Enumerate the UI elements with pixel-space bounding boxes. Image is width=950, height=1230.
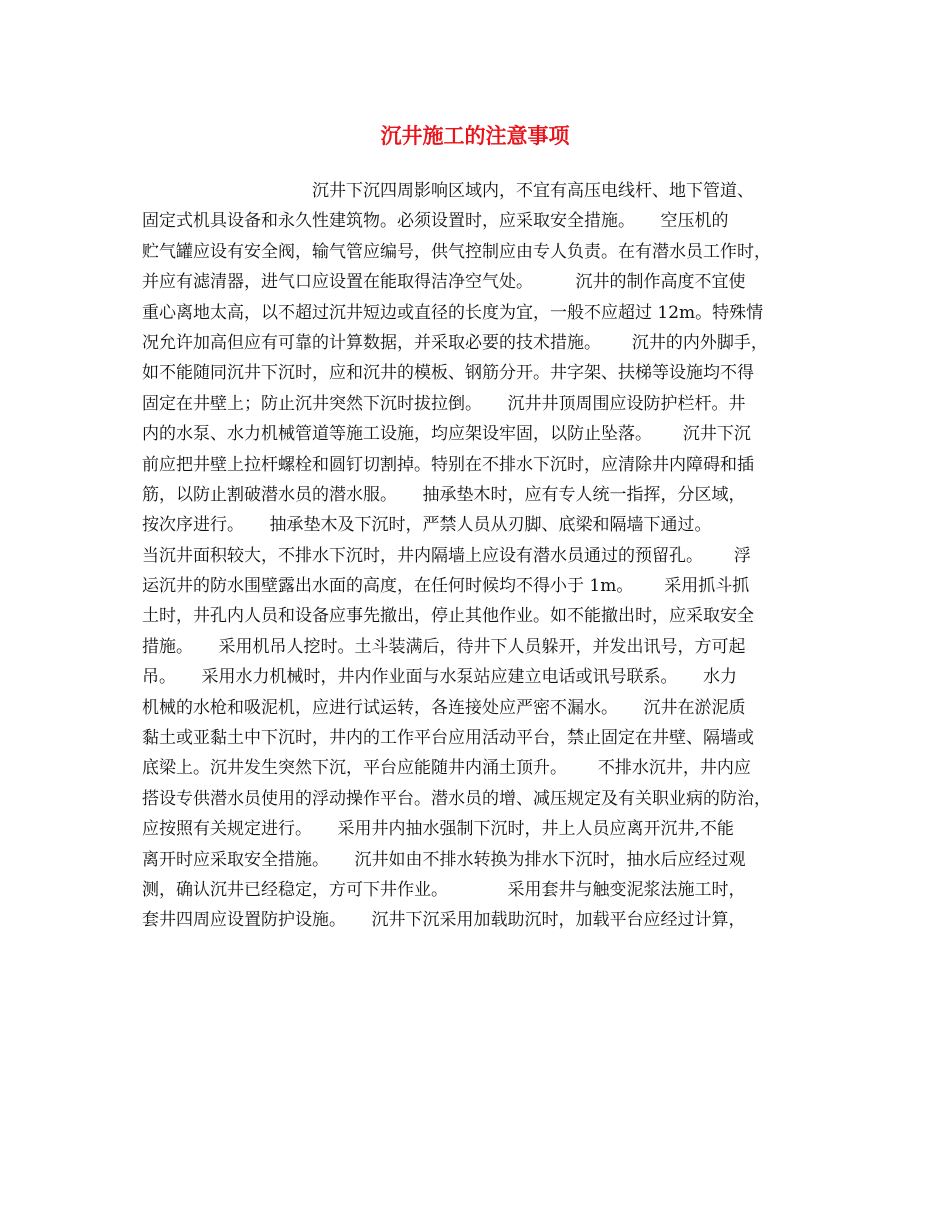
body-line: 固定式机具设备和永久性建筑物。必须设置时，应采取安全措施。 空压机的 [142,211,729,232]
body-line: 吊。 采用水力机械时，井内作业面与水泵站应建立电话或讯号联系。 水力 [142,667,737,688]
body-line: 筋，以防止割破潜水员的潜水服。 抽承垫木时，应有专人统一指挥，分区域， [142,484,746,505]
body-line: 套井四周应设置防护设施。 沉井下沉采用加载助沉时，加载平台应经过计算， [142,910,746,931]
body-line: 土时，井孔内人员和设备应事先撤出，停止其他作业。如不能撤出时，应采取安全 [142,606,754,627]
body-line: 应按照有关规定进行。 采用井内抽水强制下沉时，井上人员应离开沉井,不能 [142,819,734,840]
body-line: 如不能随同沉井下沉时，应和沉井的模板、钢筋分开。井字架、扶梯等设施均不得 [142,363,754,384]
body-line: 运沉井的防水围壁露出水面的高度，在任何时候均不得小于 1m。 采用抓斗抓 [142,576,750,597]
body-line: 沉井下沉四周影响区域内，不宜有高压电线杆、地下管道、 [142,181,754,201]
body-line: 黏土或亚黏土中下沉时，井内的工作平台应用活动平台，禁止固定在井壁、隔墙或 [142,728,754,749]
body-line: 贮气罐应设有安全阀，输气管应编号，供气控制应由专人负责。在有潜水员工作时， [142,241,771,262]
body-line: 底梁上。沉井发生突然下沉，平台应能随井内涌土顶升。 不排水沉井，井内应 [142,758,751,779]
body-line: 机械的水枪和吸泥机，应进行试运转，各连接处应严密不漏水。 沉井在淤泥质 [142,697,746,718]
body-line: 措施。 采用机吊人挖时。土斗装满后，待井下人员躲开，并发出讯号，方可起 [142,636,746,657]
document-title: 沉井施工的注意事项 [380,123,570,148]
body-line: 重心离地太高，以不超过沉井短边或直径的长度为宜，一般不应超过 12m。特殊情 [142,302,764,323]
document-body [142,176,814,936]
body-line: 前应把井壁上拉杆螺栓和圆钉切割掉。特别在不排水下沉时，应清除井内障碍和插 [142,454,754,475]
body-line: 并应有滤清器，进气口应设置在能取得洁净空气处。 沉井的制作高度不宜使 [142,272,746,293]
body-line: 固定在井壁上；防止沉井突然下沉时拔拉倒。 沉井井顶周围应设防护栏杆。井 [142,393,746,414]
body-line: 当沉井面积较大，不排水下沉时，井内隔墙上应设有潜水员通过的预留孔。 浮 [142,545,751,566]
body-line: 离开时应采取安全措施。 沉井如由不排水转换为排水下沉时，抽水后应经过观 [142,849,746,870]
body-line: 内的水泵、水力机械管道等施工设施，均应架设牢固，以防止坠落。 沉井下沉 [142,424,751,445]
body-line: 测，确认沉井已经稳定，方可下井作业。 采用套井与触变泥浆法施工时， [142,879,746,900]
body-line: 按次序进行。 抽承垫木及下沉时，严禁人员从刃脚、底梁和隔墙下通过。 [142,515,712,536]
body-line: 搭设专供潜水员使用的浮动操作平台。潜水员的增、减压规定及有关职业病的防治， [142,788,771,809]
body-line: 况允许加高但应有可靠的计算数据，并采取必要的技术措施。 沉井的内外脚手， [142,332,768,353]
